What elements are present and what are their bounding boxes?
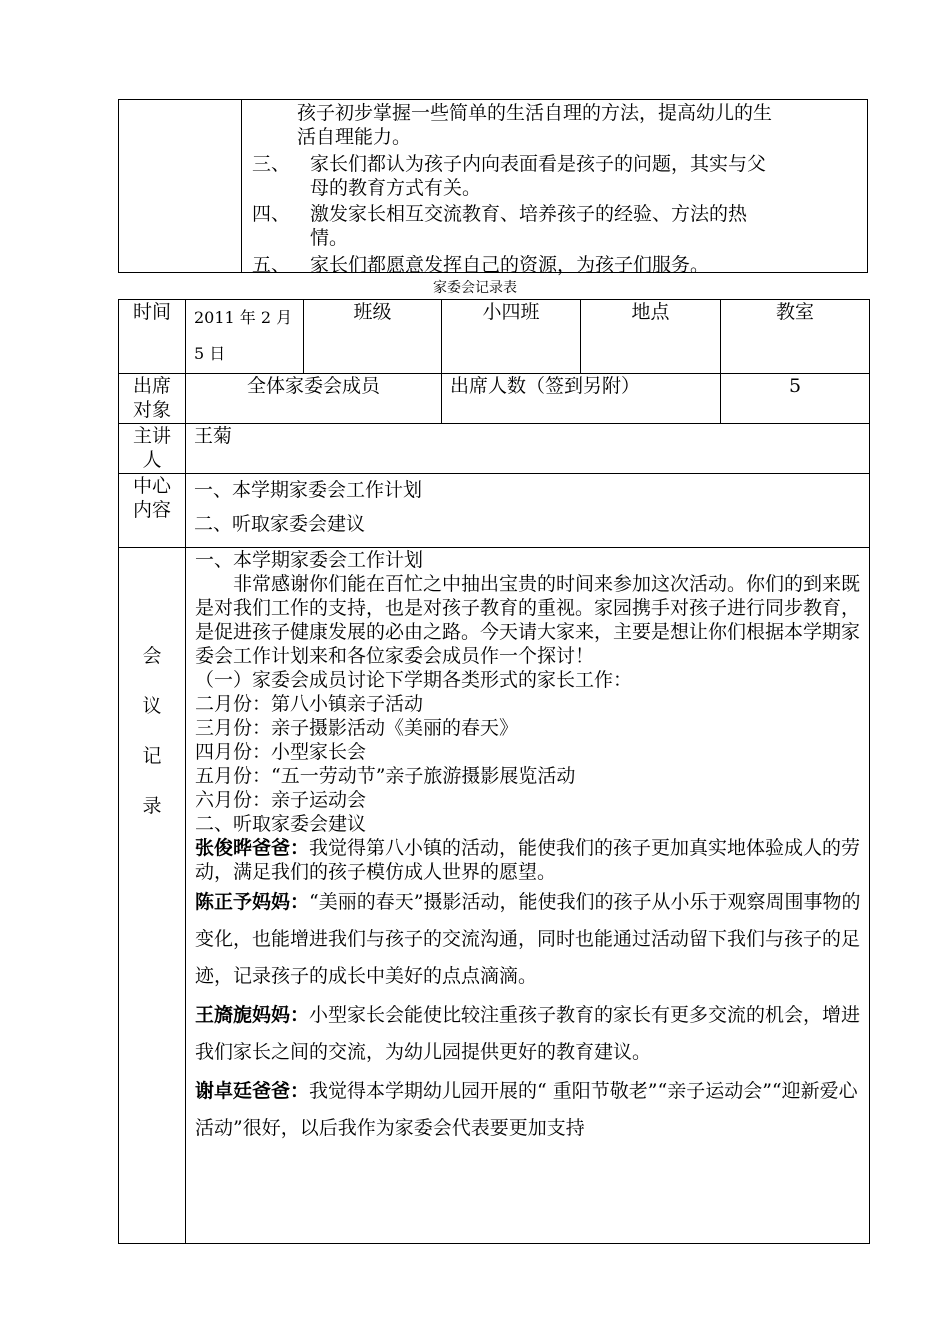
month-item: 二月份：第八小镇亲子活动	[195, 693, 424, 715]
suggestion-text: 小型家长会能使比较注重孩子教育的家长有更多交流的机会，增进我们家长之间的交流，为幼儿园提供更好的教育建议。	[195, 1004, 861, 1063]
suggestion-text: “美丽的春天”摄影活动，能使我们的孩子从小乐于观察周围事物的变化，也能增进我们与孩子的交流沟通，同时也能通过活动留下我们与孩子的足迹，记录孩子的成长中美好的点点滴滴。	[195, 891, 861, 987]
topic-label-line: 中心	[132, 475, 171, 497]
record-content	[186, 548, 870, 1244]
month-item: 三月份：亲子摄影活动《美丽的春天》	[195, 717, 519, 739]
topic-item: 二、听取家委会建议	[194, 513, 366, 535]
top-line: 活自理能力。	[297, 126, 412, 148]
record-subheading: （一）家委会成员讨论下学期各类形式的家长工作：	[195, 669, 633, 691]
suggestion-text: 我觉得第八小镇的活动，能使我们的孩子更加真实地体验成人的劳动，满足我们的孩子模仿成人世界的愿望。	[195, 837, 861, 883]
suggestion-speaker: 张俊晔爸爸：	[195, 837, 310, 859]
suggestion-item	[195, 836, 861, 884]
attendee-label-line: 对象	[132, 399, 171, 421]
record-label-char: 记	[142, 745, 162, 767]
topic-label	[119, 474, 186, 548]
topic-label-line: 内容	[132, 499, 171, 521]
top-line: 激发家长相互交流教育、培养孩子的经验、方法的热	[310, 203, 748, 225]
top-list-number: 三、	[252, 153, 291, 175]
attendee-label	[119, 374, 186, 424]
time-value-line: 5 日	[194, 344, 226, 363]
topic-value	[186, 474, 870, 548]
attendee-label-line: 出席	[132, 375, 171, 397]
speaker-label-line: 主讲	[132, 425, 171, 447]
suggestion-speaker: 王旖旎妈妈：	[195, 1004, 310, 1026]
record-label-char: 录	[142, 795, 162, 817]
suggestion-item	[195, 884, 861, 995]
attendance-count-label: 出席人数（签到另附）	[442, 374, 721, 424]
top-list-number: 五、	[252, 254, 291, 276]
place-label: 地点	[581, 300, 721, 374]
record-label-char: 议	[142, 695, 162, 717]
record-heading: 一、本学期家委会工作计划	[195, 549, 424, 571]
class-label: 班级	[304, 300, 442, 374]
topic-item: 一、本学期家委会工作计划	[194, 479, 423, 501]
record-heading: 二、听取家委会建议	[195, 813, 367, 835]
class-value: 小四班	[442, 300, 581, 374]
previous-section-box	[118, 99, 868, 273]
suggestion-text: 我觉得本学期幼儿园开展的“ 重阳节敬老”“亲子运动会”“迎新爱心活动”很好，以后我作为家委会代表要更加支持	[195, 1080, 858, 1139]
month-item: 六月份：亲子运动会	[195, 789, 367, 811]
top-line: 家长们都愿意发挥自己的资源，为孩子们服务。	[310, 254, 710, 276]
suggestion-speaker: 陈正予妈妈：	[195, 891, 310, 913]
month-item: 五月份：“五一劳动节”亲子旅游摄影展览活动	[195, 765, 576, 787]
speaker-value: 王菊	[186, 424, 870, 474]
suggestion-item	[195, 997, 861, 1071]
record-label	[119, 548, 186, 1244]
time-value	[186, 300, 304, 374]
place-value: 教室	[721, 300, 870, 374]
attendance-count-value: 5	[721, 374, 870, 424]
top-list-number: 四、	[252, 203, 291, 225]
record-label-char: 会	[142, 645, 162, 667]
suggestion-item	[195, 1073, 861, 1147]
meeting-record-table	[118, 299, 870, 1244]
speaker-label-line: 人	[142, 449, 162, 471]
time-label: 时间	[119, 300, 186, 374]
top-line: 家长们都认为孩子内向表面看是孩子的问题，其实与父	[310, 153, 767, 175]
top-line: 母的教育方式有关。	[310, 177, 482, 199]
table-title: 家委会记录表	[433, 280, 517, 296]
record-intro: 非常感谢你们能在百忙之中抽出宝贵的时间来参加这次活动。你们的到来既是对我们工作的支持，也是对孩子教育的重视。家园携手对孩子进行同步教育，是促进孩子健康发展的必由之路。今天请大家来，主要是想让你们根据本学期家委会工作计划来和各位家委会成员作一个探讨！	[195, 573, 861, 667]
time-value-line: 2011 年 2 月	[194, 308, 293, 327]
suggestion-speaker: 谢卓廷爸爸：	[195, 1080, 310, 1102]
month-item: 四月份：小型家长会	[195, 741, 367, 763]
top-line: 情。	[310, 227, 349, 249]
top-line: 孩子初步掌握一些简单的生活自理的方法，提高幼儿的生	[297, 102, 773, 124]
attendee-value: 全体家委会成员	[186, 374, 442, 424]
speaker-label	[119, 424, 186, 474]
previous-section-divider	[241, 100, 242, 272]
